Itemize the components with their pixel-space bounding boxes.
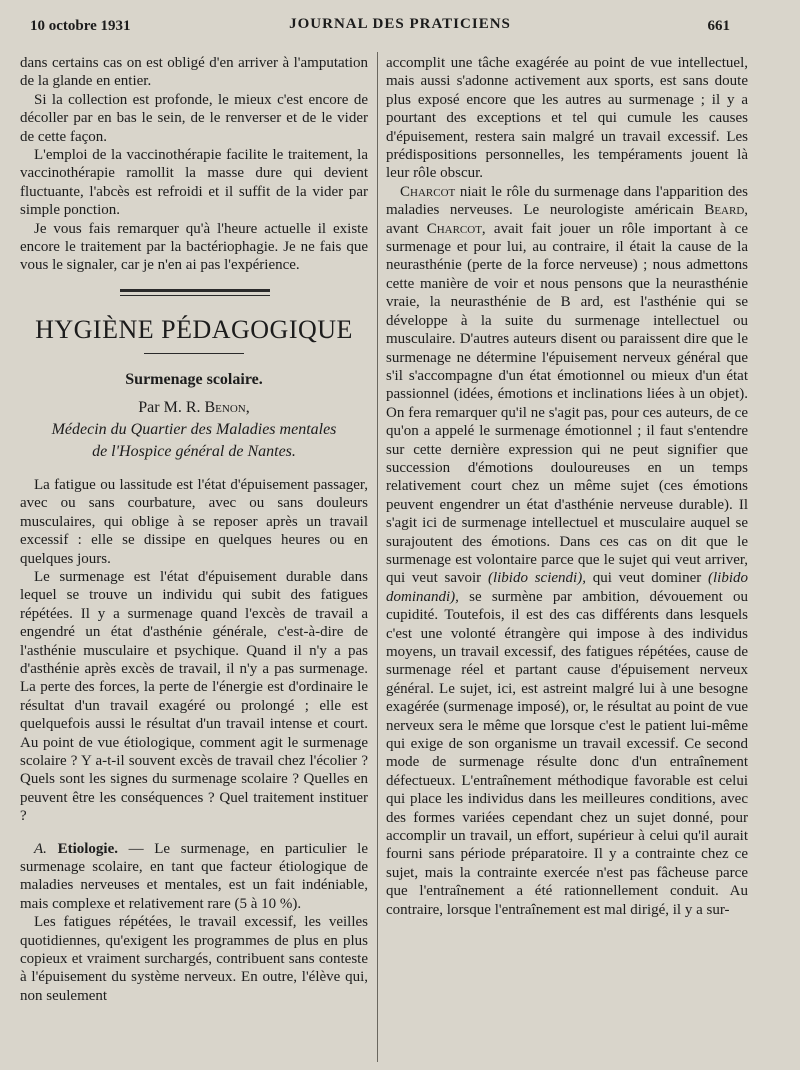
separator-thick-rule	[120, 289, 270, 292]
latin-libido-dominandi: (libido dominandi),	[386, 570, 748, 605]
section-title: HYGIÈNE PÉDAGOGIQUE	[35, 314, 353, 344]
etiologie-heading: Etiologie.	[57, 840, 118, 857]
separator-thin-rule	[120, 295, 270, 296]
author-name: Benon,	[204, 398, 250, 416]
paragraph: dans certains cas on est obligé d'en arriver à l'amputation de la glande en entier.	[20, 55, 368, 90]
article-title: Surmenage scolaire.	[125, 370, 263, 388]
paragraph: L'emploi de la vaccinothérapie facilite le traitement, la vaccinothérapie ramollit la masse dure qui devient fluctuante, l'abcès est refroidi et il suffit de la vider par simple ponction.	[20, 147, 368, 219]
author-affiliation-line-1: Médecin du Quartier des Maladies mentales	[51, 420, 337, 438]
paragraph: Les fatigues répétées, le travail excessif, les veilles quotidiennes, qu'exigent les programmes de plus en plus copieux et vraiment surchargés, contribuent sans conteste à l'épuisement du système nerveux. En outre, l'élève qui, non seulement	[20, 914, 368, 1004]
etiologie-label: A.	[34, 840, 47, 857]
paragraph: Le surmenage est l'état d'épuisement durable dans lequel se trouve un individu qui subit des fatigues répétées. Il y a surmenage quand l'excès de travail a engendré un état d'asthénie générale, c'est-à-dire de l'asthénie musculaire et psychique. Quand il n'y a pas d'asthénie après excès de travail, il n'y a pas surmenage. La perte des forces, la perte de l'énergie est d'ordinaire le résultat d'un travail exagéré ou prolongé ; elle est quelquefois aussi le résultat d'un travail intense et court. Au point de vue étiologique, comment agit le surmenage scolaire ? Y a-t-il souvent excès de travail chez l'écolier ? Quels sont les signes du surmenage scolaire ? Quelles en peuvent être les conséquences ? Quel traitement instituer ?	[20, 568, 368, 825]
etiologie-paragraph	[20, 840, 368, 914]
paragraph: Je vous fais remarquer qu'à l'heure actuelle il existe encore le traitement par la bactériophagie. Je ne fais que vous le signaler, car je n'en ai pas l'expérience.	[20, 220, 368, 274]
paragraph: Si la collection est profonde, le mieux c'est encore de décoller par en bas le sein, de le renverser et de le vider de cette façon.	[20, 91, 368, 145]
name-beard: Beard,	[704, 202, 749, 219]
issue-date: 10 octobre 1931	[30, 18, 131, 34]
paragraph: accomplit une tâche exagérée au point de vue intellectuel, mais aussi s'adonne activement aux sports, est sans doute plus exposé encore que les autres au surmenage ; il y a pourtant des exceptions et tel qui cumule les causes d'épuisement, restera sain malgré un travail excessif. Les prédispositions personnelles, les tempéraments jouent là leur rôle obscur.	[386, 55, 748, 182]
title-rule	[144, 353, 244, 354]
name-charcot: Charcot	[400, 183, 456, 200]
author-affiliation-line-2: de l'Hospice général de Nantes.	[92, 442, 296, 460]
left-column	[20, 54, 368, 1005]
section-separator	[20, 289, 368, 305]
page-header	[0, 0, 800, 44]
etiologie-text: — Le surmenage, en particulier le surmenage scolaire, en tant que facteur étiologique de maladies nerveuses et mentales, est un fait indéniable, mais complexe et relativement rare (5 à 10 %).	[20, 840, 368, 912]
name-charcot: Charcot,	[426, 220, 486, 237]
column-divider	[377, 52, 378, 1062]
author-prefix: Par M. R.	[138, 398, 201, 416]
charcot-paragraph: Charcot niait le rôle du surmenage dans l'apparition des maladies nerveuses. Le neurologiste américain Beard, avant Charcot, avait fait jouer un rôle important à ce surmenage et pour lui, au contraire, il était la cause de la neurasthénie (perte de la force nerveuse) ; nous admettons cette manière de voir et nous pensons que la neurasthénie vraie, la neurasthénie de B ard, est l'asthénie qui se développe à la suite du surmenage intellectuel ou musculaire. D'autres auteurs disent ou paraissent dire que le surmenage ne détermine l'épuisement nerveux général que s'il s'accompagne d'un état émotionnel ou mieux d'un état passionnel (idées, émotions et inclinations liées à un objet). On fera remarquer qu'il ne s'agit pas, pour ces auteurs, de ce qu'on a appelé le surmenage émotionnel ; il faut s'entendre sur cette dernière expression qui ne peut signifier que succession d'émotions douloureuses en un temps relativement court chez un même sujet (ces émotions peuvent engendrer un état d'asthénie nerveuse durable). Il s'agit ici de surmenage intellectuel et musculaire auquel se surajoutent des émotions. Dans ces cas on dit que le surmenage est volontaire parce que le sujet qui veut arriver, qui veut savoir (libido sciendi), qui veut dominer (libido dominandi), se surmène par ambition, dévouement ou cupidité. Toutefois, il est des cas différents dans lesquels c'est une volonté étrangère qui impose à des individus moyens, un travail excessif, des fatigues répétées, cause de surmenage réel et partant cause d'épuisement nerveux général. Le sujet, ici, est astreint malgré lui à une besogne exagérée (surmenage imposé), or, le résultat au point de vue nerveux sera le même que lorsque c'est le patient lui-même qui exige de son organisme un travail excessif. Ce second mode de surmenage résulte donc d'un entraînement défectueux. L'entraînement méthodique favorable est celui qui place les individus dans les meilleures conditions, avec des formes variées cependant chez un sujet donné, pour accomplir un travail, un effort, supérieur à celui qu'il aurait fourni sans période préparatoire. Il y a contrainte chez ce sujet, mais la contrainte exercée n'est pas fâcheuse parce que l'entraînement a été rationnellement conduit. Au contraire, lorsque l'entraînement est mal dirigé, il y a sur-	[386, 183, 749, 918]
article-author	[20, 398, 368, 418]
right-column	[386, 54, 748, 919]
latin-libido-sciendi: (libido sciendi),	[487, 570, 586, 587]
page-number: 661	[707, 18, 730, 34]
paragraph: La fatigue ou lassitude est l'état d'épuisement passager, avec ou sans courbature, avec ou sans douleurs musculaires, qui oblige à se reposer après un travail excessif : elle se dissipe en quelques heures ou en quelques jours.	[20, 476, 368, 567]
journal-title: JOURNAL DES PRATICIENS	[289, 16, 511, 32]
